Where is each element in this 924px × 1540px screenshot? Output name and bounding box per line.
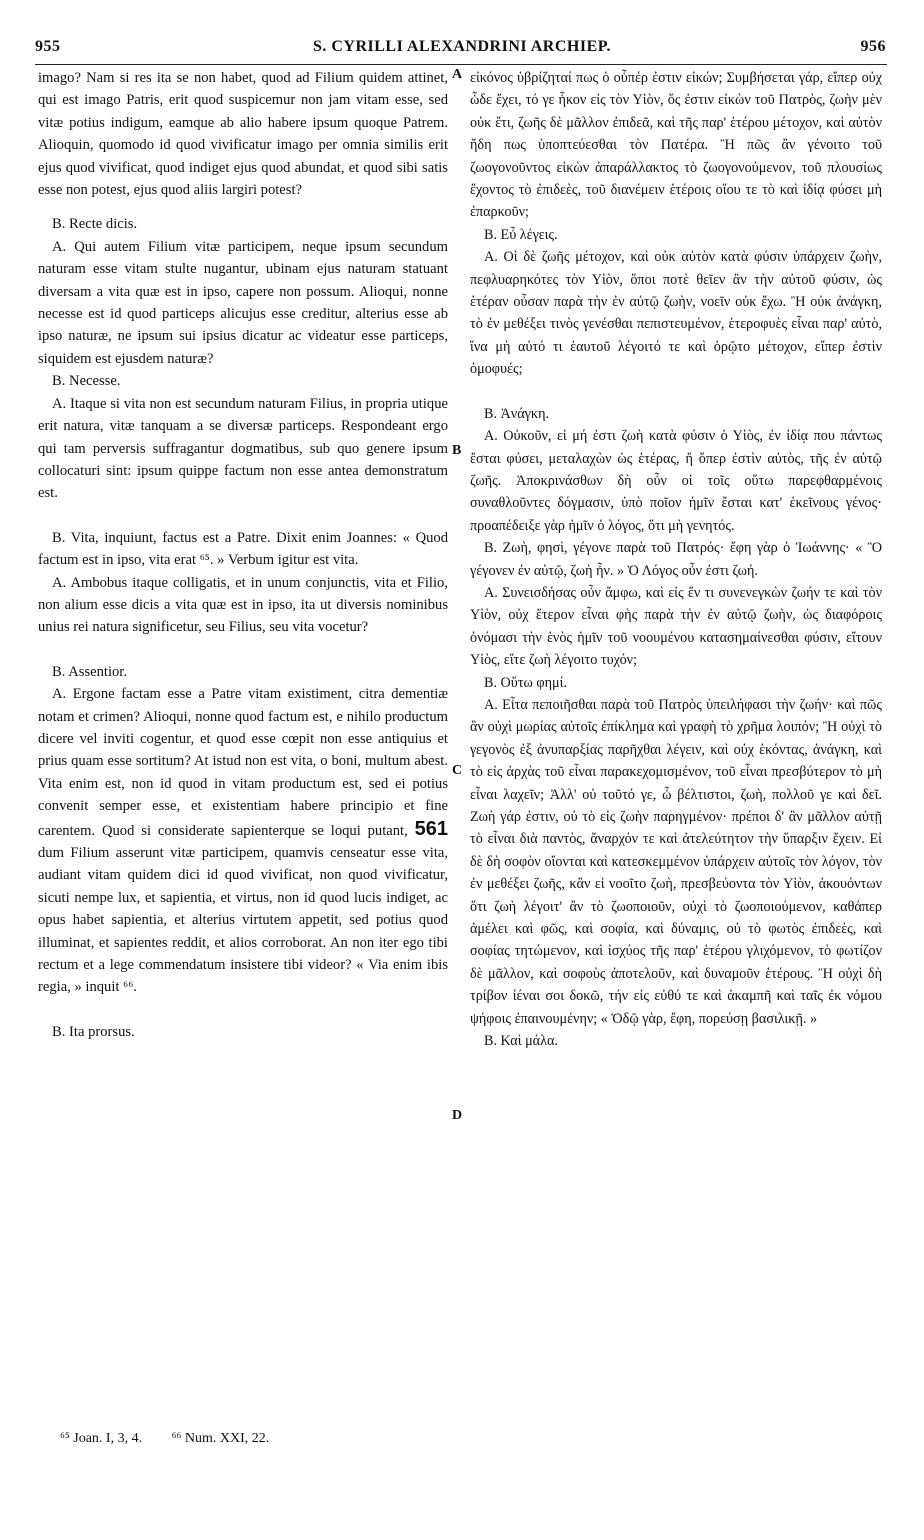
latin-paragraph: B. Necesse. [52, 373, 121, 390]
greek-paragraph: B. Εὖ λέγεις. [484, 226, 558, 243]
footnote: ⁶⁶ Num. XXI, 22. [171, 1431, 270, 1446]
footnote: ⁶⁵ Joan. I, 3, 4. [60, 1431, 143, 1446]
latin-paragraph: imago? Nam si res ita se non habet, quod ad Filium quidem attinet, qui est imago Patris, erit quod suspicemur non jam vitam esse, sed vitæ potius indigum, eamque ab alio habere ipsum quoque Patrem. Alioquin, quomodo id quod vivificatur imago per omnia similis erit ejus quod vivificat, quod indiget ejus quod abundat, et quod sibi satis esse non potest, ejus quod aliis largiri potest? [38, 70, 448, 199]
greek-paragraph: A. Οἱ δὲ ζωῆς μέτοχον, καὶ οὐκ αὐτὸν κατὰ φύσιν ὑπάρχειν ζωὴν, πεφλυαρηκότες τὸν Υἱὸν, ὅποι ποτὲ θεῖεν ἂν τὴν αὐτοῦ φύσιν, ὡς ἑτέραν οὖσαν παρὰ τὴν ἐν αὐτῷ ζωὴν, νοεῖν οὐκ ἔχω. Ἢ οὐκ ἀνάγκη, τὸ ἐν μεθέξει τινὸς γενέσθαι πεπιστευμένον, ἑτεροφυὲς εἶναι παρ' αὐτὸ, ἵνα μὴ αὐτό τι ἑαυτοῦ λέγοιτό τε καὶ ὁρῷτο μέτοχον, εἴπερ ἐστὶν ὁμοφυές; [470, 249, 882, 378]
greek-column [470, 67, 882, 1052]
greek-paragraph: A. Συνεισδήσας οὖν ἄμφω, καὶ εἰς ἕν τι συνενεγκὼν ζωήν τε καὶ τὸν Υἱὸν, οὐχ ἕτερον εἶναι φὴς παρὰ τὴν ἐν αὐτῷ ζωὴν, ὡς διαφόροις ὀνόμασι τὴν ἑνὸς ἡμῖν τοῦ νοουμένου κατασημαίνεσθαι φύσιν, εἴτουν Υἱὸς, εἴτε ζωὴ λέγοιτο τυχόν; [470, 584, 882, 669]
latin-text: dum Filium asserunt vitæ participem, quamvis censeatur esse vita, audiant vitam quidem dici id quod vivificat, non quod vivificatur, sicuti nempe lux, et sapientia, et virtus, non id quod lucis indiget, ac opus habet sapientia, et alterius virtutem appetit, sed potius quod illuminat, et sapientes reddit, et alios corroborat. An non iter ego tibi rectum et a lege commendatum insistere tibi videor? « Via enim ibis regia, » inquit ⁶⁶. [38, 845, 448, 996]
page-header [0, 34, 924, 64]
page-number-left: 955 [35, 38, 61, 55]
latin-paragraph: B. Recte dicis. [52, 216, 138, 233]
latin-paragraph: A. Ambobus itaque colligatis, et in unum conjunctis, vita et Filio, non alium esse dicis a vita quæ est in ipso, ita ut diversis nominibus unius rei natura significetur, seu Filius, seu vita vocetur? [38, 574, 448, 636]
latin-paragraph [38, 683, 448, 999]
footnotes [60, 1431, 295, 1447]
latin-paragraph: A. Qui autem Filium vitæ participem, neque ipsum secundum naturam esse vitam stulte nugantur, ubinam ejus naturam statuant diversam a vita quæ est in ipso, capere non possum. Alioqui, nonne necesse est id quod particeps alicujus esse creditur, alterius esse ab ipso naturæ, ne ipsum sui ipsius dicatur ac videatur esse particeps, siquidem est ejusdem naturæ? [38, 238, 448, 367]
edition-page-number: 561 [414, 817, 448, 840]
header-rule [35, 64, 887, 65]
greek-paragraph: B. Ἀνάγκη. [484, 405, 550, 422]
greek-paragraph: A. Οὐκοῦν, εἰ μή ἐστι ζωὴ κατὰ φύσιν ὁ Υἱὸς, ἐν ἰδίᾳ που πάντως ἔσται φύσει, μεταλαχὼν ὡς ἑτέρας, ἤ ὅπερ ἐστὶν αὐτὸς, τῆς ἐν αὐτῷ ζωῆς. Ἀποκρινάσθων δὴ οὖν οἱ τοῖς οὕτω παρεφθαρμένοις συναθλοῦντες δόγμασιν, ὑπὸ ποῖον ἡμῖν ἔσται κατ' ἐκεῖνους γένος· προαπέδειξε γὰρ ἡμῖν ὁ λόγος, ὅτι μὴ γενητός. [470, 428, 882, 534]
latin-text: A. Ergone factam esse a Patre vitam existiment, citra dementiæ notam et crimen? Alioqui, nonne quod factum est, e nihilo productum dicere vel inviti cogentur, et quod esse cœpit non esse antiquius et prius quam esse sortitum? At istud non est vita, o boni, multum abest. Vita enim est, non id quod in vitam productum est, sed ei potius convenit semper esse, et existentiam habere principio et fine carentem. Quod si considerate sapienterque se loqui putant, [38, 686, 448, 839]
latin-paragraph: B. Ita prorsus. [52, 1023, 135, 1040]
section-marker-d: D [452, 1108, 463, 1123]
latin-paragraph: B. Assentior. [52, 663, 128, 680]
running-title: S. CYRILLI ALEXANDRINI ARCHIEP. [312, 38, 612, 55]
section-marker-c: C [452, 763, 463, 778]
section-marker-b: B [452, 443, 462, 458]
greek-paragraph: εἰκόνος ὑβρίζηταί πως ὁ οὗπέρ ἐστιν εἰκών; Συμβήσεται γάρ, εἴπερ οὐχ ὧδε ἔχει, τό γε ἧκον εἰς τὸν Υἱὸν, ὅς ἐστιν εἰκὼν τοῦ Πατρὸς, ζωὴν μὲν οὐκ ἔτι, ζωῆς δὲ μᾶλλον ἐπιδεᾶ, καὶ τῆς παρ' ἑτέρου μέτοχον, καὶ αὐτὸν ἤδη πως ὑποπτεύεσθαι τὸν Πατέρα. Ἢ πῶς ἂν γένοιτο τοῦ ζωογονοῦντος εἰκὼν ἀπαράλλακτος τὸ ζωογονούμενον, τοῦ πλουσίως ἔχοντος τὸ ἐπιδεὲς, τοῦ διανέμειν ἑτέροις οἵου τε τὸ καὶ ἰδίᾳ φύσει μὴ ἐπαρκοῦν; [470, 70, 882, 221]
latin-paragraph: A. Itaque si vita non est secundum naturam Filius, in propria utique erit natura, vitæ tanquam a se diversæ particeps. Respondeant ergo qui tam perversis suffragantur dogmatibus, sub quo genere ipsum collocaturi sint: ipsum quippe factum non esse antea demonstratum est. [38, 395, 448, 502]
greek-paragraph: B. Οὕτω φημί. [484, 674, 567, 691]
section-marker-a: A [452, 67, 463, 82]
latin-paragraph: B. Vita, inquiunt, factus est a Patre. Dixit enim Joannes: « Quod factum est in ipso, vita erat ⁶⁵. » Verbum igitur est vita. [38, 529, 448, 569]
greek-paragraph: A. Εἶτα πεποιῆσθαι παρὰ τοῦ Πατρὸς ὑπειλήφασι τὴν ζωήν· καὶ πῶς ἂν οὐχὶ μωρίας αὐτοῖς ἐπίκλημα καὶ γραφὴ τὸ χρῆμα λοιπόν; Ἢ οὐχὶ τὸ γεγονὸς ἐξ ἀνυπαρξίας παρῆχθαι λέγειν, καὶ οὐχ ἑκόντας, ἀνάγκη, καὶ τὸ εἰς ἀρχὰς τοῦ εἶναι παρακεχομισμένον, τοῦ εἶναι πρεσβύτερον τὸ μὴ εἶναι λαχεῖν; Ἀλλ' οὐ τοῦτό γε, ὦ βέλτιστοι, ζωὴ, πολλοῦ γε καὶ δεῖ. Ζωὴ γάρ ἐστιν, οὐ τὸ εἰς ζωὴν παρηγμένον· πρέποι δ' ἂν μᾶλλον αὐτῇ τὸ εἶναι διὰ παντὸς, ἄναρχόν τε καὶ ἀτελεύτητον τὴν ὕπαρξιν ἔχειν. Εἰ δὲ δὴ σοφὸν οἴονται καὶ κατεσκεμμένον ὑπάρχειν αὐτοῖς τὸν λόγον, τὸν ἐν μεθέξει ζωῆς, κἂν εἰ νοοῖτο ζωὴ, πρεσβεύοντα τὸν Υἱὸν, ἀκουόντων ὅτι ζωὴ λέγοιτ' ἂν τὸ ζωοποιοῦν, οὐχὶ τὸ ζωοποιούμενον, καθάπερ ἀμέλει καὶ φῶς, καὶ σοφία, καὶ δύναμις, οὐ τὸ φωτὸς ἐπιδεὲς, καὶ σοφίας τητώμενον, καὶ ἰσχύος τῆς παρ' ἑτέρου γλιχόμενον, τὸ φωτίζον δὲ μᾶλλον, καὶ σοφοὺς ἀποτελοῦν, καὶ δυναμοῦν ἑτέρους. Ἢ οὐχὶ δὴ τρίβον ἰέναι σοι δοκῶ, τήν εἰς εὐθύ τε καὶ ἀκαμπῆ καὶ ταῖς ἐκ νόμου ψήφοις ἐπαινουμένην; « Ὁδῷ γὰρ, ἔφη, πορεύσῃ βασιλικῇ. » [470, 696, 882, 1027]
greek-paragraph: B. Ζωὴ, φησὶ, γέγονε παρὰ τοῦ Πατρός· ἔφη γὰρ ὁ Ἰωάννης· « Ὃ γέγονεν ἐν αὐτῷ, ζωὴ ἦν. » Ὁ Λόγος οὖν ἐστι ζωή. [470, 540, 882, 579]
latin-column [38, 67, 448, 1043]
page-number-right: 956 [860, 38, 886, 55]
greek-paragraph: B. Καὶ μάλα. [484, 1033, 558, 1050]
